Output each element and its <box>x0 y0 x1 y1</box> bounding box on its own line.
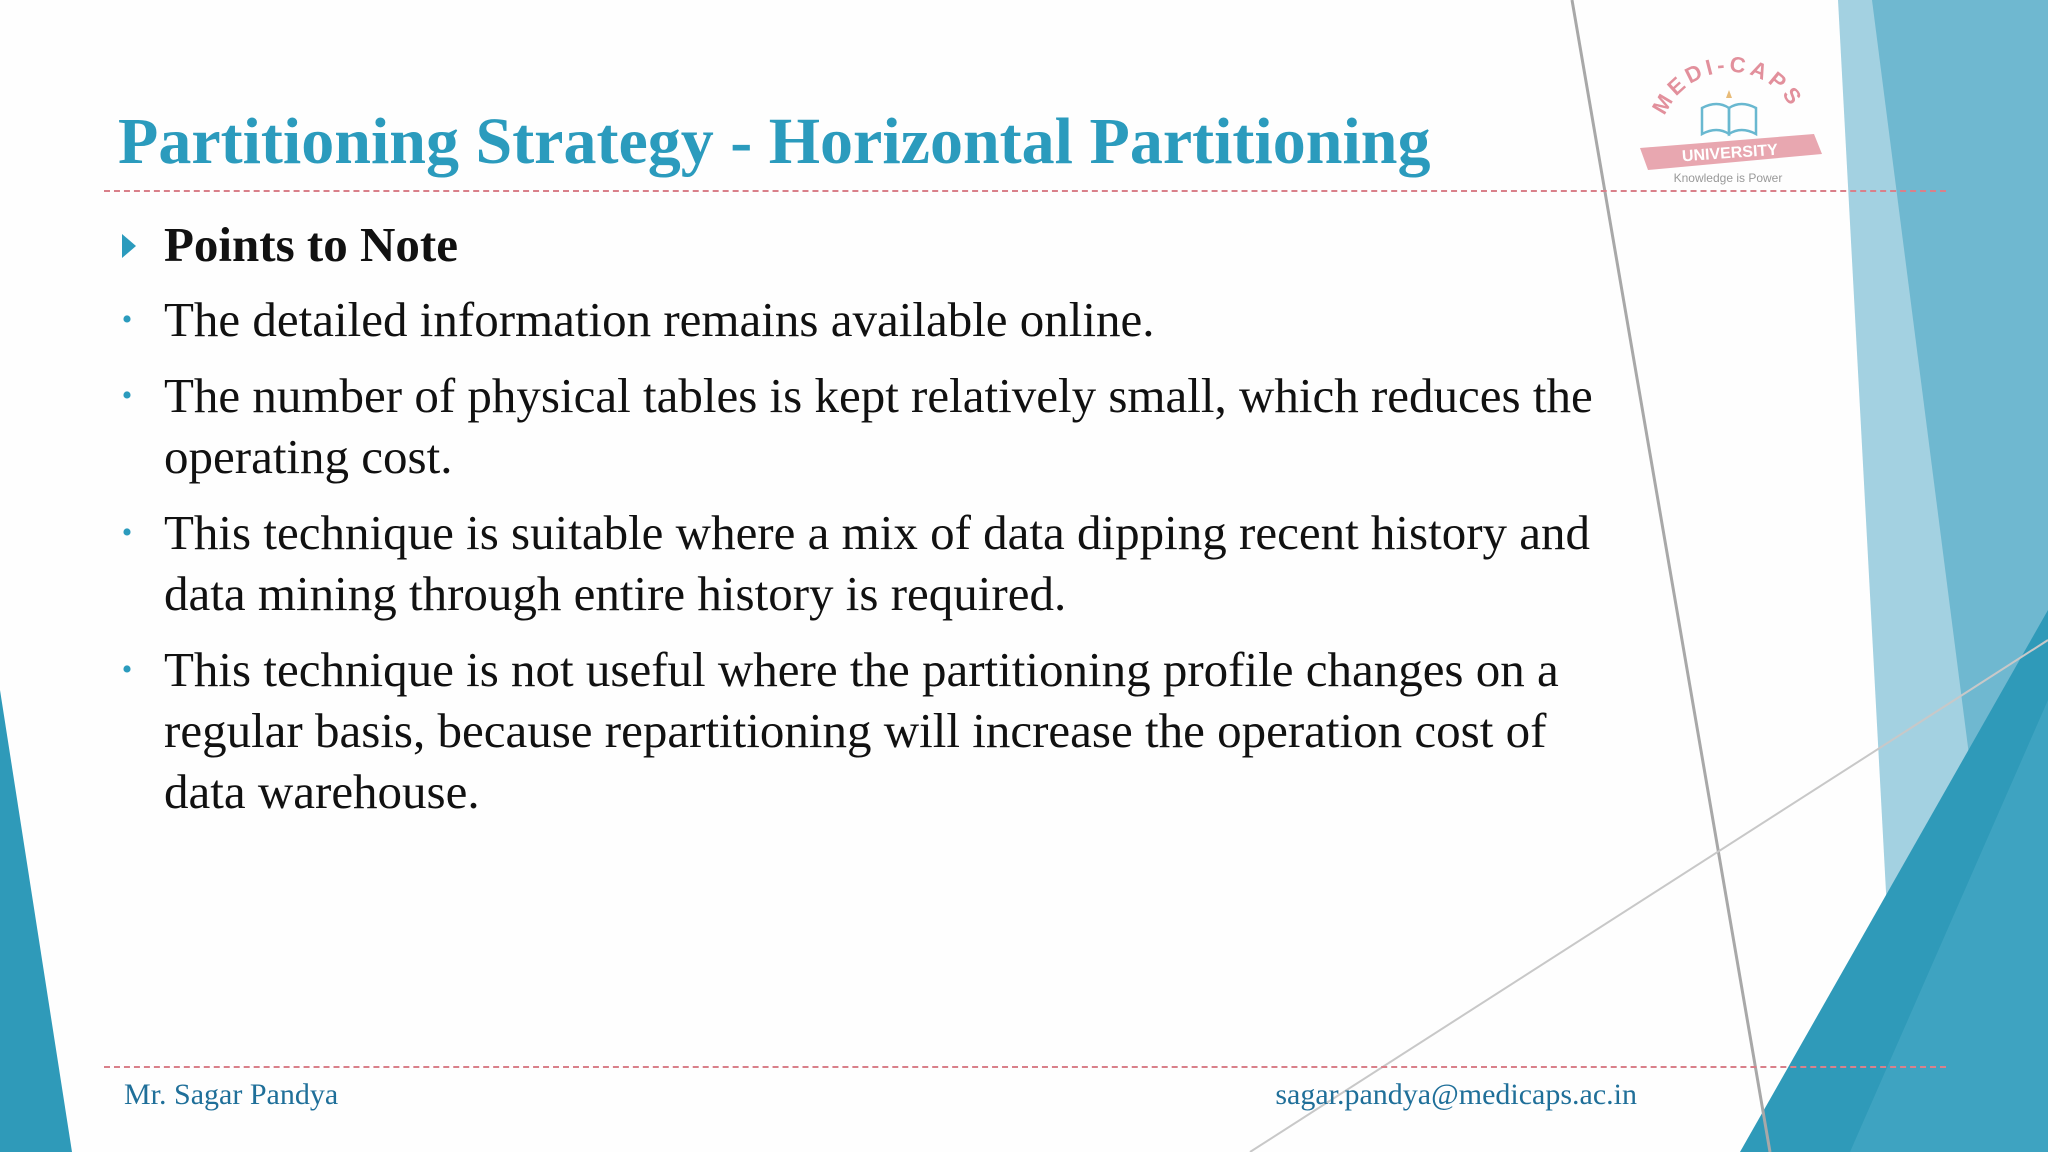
bullet-item <box>112 289 1607 350</box>
section-heading: Points to Note <box>164 217 458 272</box>
decor-left-triangle <box>0 690 72 1152</box>
slide-content <box>112 214 1607 837</box>
bullet-text: This technique is not useful where the partitioning profile changes on a regular basis, because repartitioning will increase the operation cost of data warehouse. <box>164 642 1559 819</box>
footer-divider <box>104 1066 1946 1068</box>
logo-arc-text: MEDI-CAPS <box>1646 51 1809 119</box>
footer-email: sagar.pandya@medicaps.ac.in <box>1275 1078 1637 1111</box>
arrow-bullet-icon <box>122 234 136 258</box>
bullet-text: The number of physical tables is kept relatively small, which reduces the operating cost. <box>164 368 1593 484</box>
slide-title: Partitioning Strategy - Horizontal Partitioning <box>118 105 1431 178</box>
bullet-dot-icon: • <box>121 516 133 549</box>
open-book-icon <box>1702 90 1756 134</box>
section-heading-item <box>112 214 1607 275</box>
bullet-text: This technique is suitable where a mix of data dipping recent history and data mining through entire history is required. <box>164 505 1591 621</box>
bullet-dot-icon: • <box>121 653 133 686</box>
footer-author: Mr. Sagar Pandya <box>124 1078 339 1111</box>
logo-ribbon-text: UNIVERSITY <box>1681 141 1779 166</box>
bullet-item <box>112 502 1607 624</box>
university-logo <box>1622 30 1832 200</box>
logo-tagline: Knowledge is Power <box>1673 171 1783 185</box>
bullet-dot-icon: • <box>121 379 133 412</box>
bullet-text: The detailed information remains available online. <box>164 292 1155 347</box>
title-divider <box>104 190 1946 192</box>
bullet-item <box>112 365 1607 487</box>
bullet-item <box>112 639 1607 822</box>
bullet-dot-icon: • <box>121 303 133 336</box>
